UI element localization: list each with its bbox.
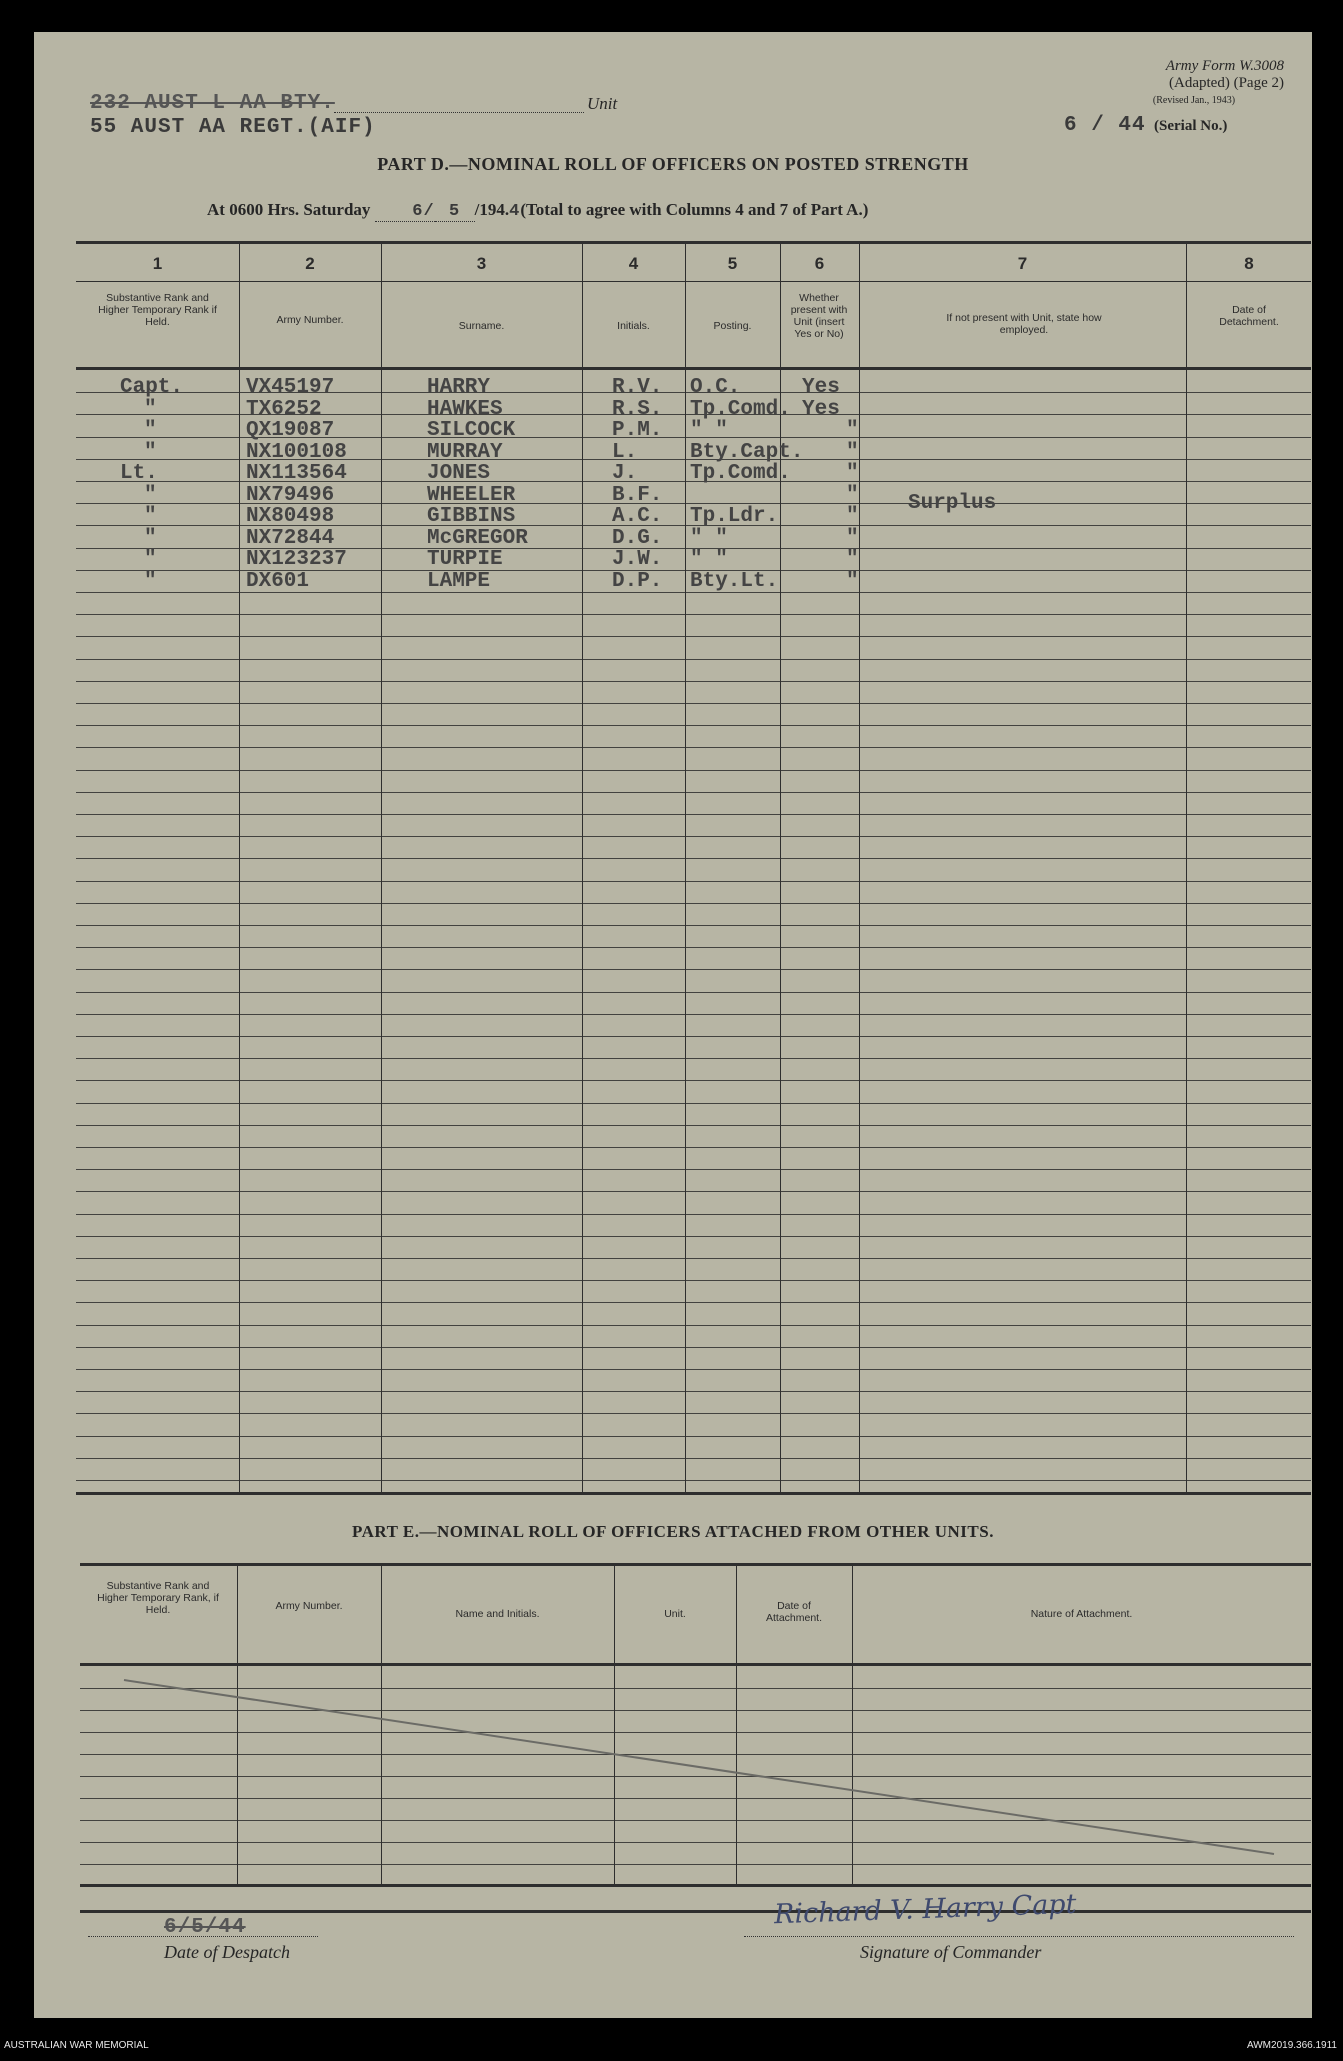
entry-surname: SILCOCK <box>427 419 516 442</box>
footer-accession-number: AWM2019.366.1911 <box>1246 2040 1337 2051</box>
despatch-date: 6/5/44 <box>164 1916 246 1939</box>
entry-posting: " " <box>690 548 728 571</box>
entry-rank: " <box>144 570 157 593</box>
col-header-surname: Surname. <box>458 320 505 332</box>
entry-surname: TURPIE <box>427 548 503 571</box>
e-header-name: Name and Initials. <box>455 1608 540 1620</box>
col-header-present: Whether present with Unit (insert Yes or No) <box>790 292 848 340</box>
signature-dotted-line <box>744 1936 1294 1937</box>
part-d-title: PART D.—NOMINAL ROLL OF OFFICERS ON POSTED STRENGTH <box>377 154 969 174</box>
entry-initials: A.C. <box>612 505 663 528</box>
form-sheet <box>34 32 1312 2018</box>
entry-army-number: QX19087 <box>246 419 335 442</box>
subtitle-prefix: At 0600 Hrs. Saturday <box>207 200 371 219</box>
entry-rank: " <box>144 527 157 550</box>
entry-present: " <box>846 548 859 571</box>
entry-army-number: NX100108 <box>246 441 347 464</box>
signature-label: Signature of Commander <box>860 1942 1042 1962</box>
entry-posting: Bty.Lt. <box>690 570 779 593</box>
date-month: 5 <box>435 202 475 222</box>
entry-army-number: VX45197 <box>246 376 335 399</box>
entry-present: " <box>846 419 859 442</box>
e-header-army-number: Army Number. <box>275 1600 343 1612</box>
entry-army-number: NX123237 <box>246 548 347 571</box>
col-header-employed: If not present with Unit, state how employed. <box>946 312 1102 336</box>
entry-posting: " " <box>690 527 728 550</box>
entry-surname: HAWKES <box>427 398 503 421</box>
col-number-5: 5 <box>727 254 738 273</box>
entry-army-number: NX79496 <box>246 484 335 507</box>
entry-rank: " <box>144 441 157 464</box>
entry-rank: " <box>144 484 157 507</box>
entry-rank: " <box>144 505 157 528</box>
entry-rank: " <box>144 548 157 571</box>
entry-rank: Capt. <box>120 376 184 399</box>
entry-rank: " <box>144 398 157 421</box>
entry-present: Yes <box>802 398 840 421</box>
form-id-line1: Army Form W.3008 <box>1165 58 1284 74</box>
entry-posting: O.C. <box>690 376 741 399</box>
entry-present: " <box>846 570 859 593</box>
commander-signature: Richard V. Harry Capt <box>773 1888 1077 1931</box>
entry-present: " <box>846 505 859 528</box>
entry-present: " <box>846 527 859 550</box>
entry-army-number: TX6252 <box>246 398 322 421</box>
entry-present: " <box>846 441 859 464</box>
footer-credit: AUSTRALIAN WAR MEMORIAL <box>4 2040 149 2051</box>
col-number-4: 4 <box>628 254 639 273</box>
unit-line2: 55 AUST AA REGT.(AIF) <box>90 116 376 139</box>
entry-initials: J. <box>612 462 638 485</box>
despatch-label: Date of Despatch <box>164 1942 290 1962</box>
date-year-prefix: /194. <box>474 200 510 219</box>
serial-label: (Serial No.) <box>1154 118 1228 134</box>
entry-army-number: NX72844 <box>246 527 335 550</box>
date-year-digit: 4 <box>509 202 521 221</box>
col-number-6: 6 <box>814 254 825 273</box>
entry-initials: D.G. <box>612 527 663 550</box>
entry-surname: McGREGOR <box>427 527 528 550</box>
signature-top-rule <box>80 1910 1311 1913</box>
col-header-rank: Substantive Rank and Higher Temporary Rank if Held. <box>98 292 217 328</box>
entry-rank: Lt. <box>120 462 158 485</box>
entry-surname: LAMPE <box>427 570 491 593</box>
form-id-line3: (Revised Jan., 1943) <box>1152 95 1236 106</box>
entry-surname: WHEELER <box>427 484 516 507</box>
entry-posting: Bty.Capt. <box>690 441 804 464</box>
col-number-2: 2 <box>305 254 315 273</box>
entry-present: " <box>846 462 859 485</box>
e-header-nature: Nature of Attachment. <box>1030 1608 1133 1620</box>
entry-employed: Surplus <box>908 492 997 515</box>
entry-surname: HARRY <box>427 376 491 399</box>
entry-surname: JONES <box>427 462 491 485</box>
entry-posting: Tp.Ldr. <box>690 505 779 528</box>
entry-army-number: NX113564 <box>246 462 347 485</box>
col-header-detachment: Date of Detachment. <box>1219 304 1279 328</box>
entry-initials: D.P. <box>612 570 663 593</box>
col-header-army-number: Army Number. <box>276 314 344 326</box>
entry-rank: " <box>144 419 157 442</box>
form-id-line2: (Adapted) (Page 2) <box>1169 75 1284 91</box>
subtitle-suffix: (Total to agree with Columns 4 and 7 of Part A.) <box>520 200 869 219</box>
part-e-title: PART E.—NOMINAL ROLL OF OFFICERS ATTACHED FROM OTHER UNITS. <box>352 1522 994 1541</box>
e-header-date: Date of Attachment. <box>765 1600 823 1624</box>
serial-value: 6 / 44 <box>1064 114 1146 137</box>
col-number-7: 7 <box>1017 254 1028 273</box>
entry-initials: L. <box>612 441 638 464</box>
entry-army-number: NX80498 <box>246 505 335 528</box>
col-number-8: 8 <box>1244 254 1254 273</box>
entry-surname: MURRAY <box>427 441 503 464</box>
entry-posting: Tp.Comd. <box>690 462 791 485</box>
entry-posting: " " <box>690 419 728 442</box>
unit-label: Unit <box>587 94 618 113</box>
unit-line1: 232 AUST L AA BTY. <box>90 92 335 115</box>
entry-surname: GIBBINS <box>427 505 516 528</box>
entry-initials: R.S. <box>612 398 663 421</box>
part-e-strike-line <box>34 32 1312 2018</box>
entry-army-number: DX601 <box>246 570 310 593</box>
entry-initials: J.W. <box>612 548 663 571</box>
date-day: 6/ <box>375 202 435 222</box>
entry-initials: R.V. <box>612 376 663 399</box>
e-header-rank: Substantive Rank and Higher Temporary Rank, if Held. <box>97 1580 219 1616</box>
entry-initials: B.F. <box>612 484 663 507</box>
entry-present: Yes <box>802 376 840 399</box>
col-number-1: 1 <box>152 254 163 273</box>
e-header-unit: Unit. <box>664 1608 686 1620</box>
entry-initials: P.M. <box>612 419 663 442</box>
col-header-posting: Posting. <box>713 320 752 332</box>
col-header-initials: Initials. <box>617 320 650 332</box>
col-number-3: 3 <box>476 254 487 273</box>
entry-present: " <box>846 484 859 507</box>
entry-posting: Tp.Comd. <box>690 398 791 421</box>
